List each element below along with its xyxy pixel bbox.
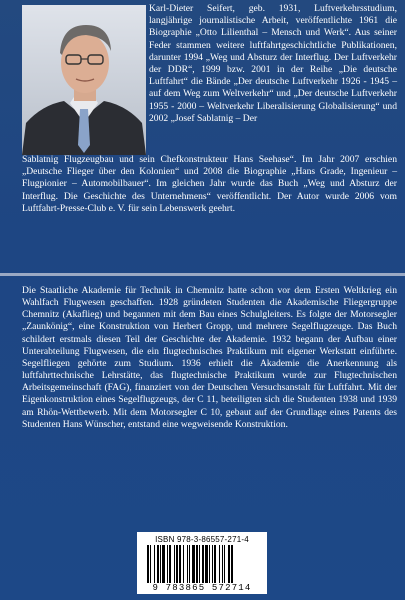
author-bio-top: Karl-Dieter Seifert, geb. 1931, Luftverkehrsstudium, langjährige journalistische Arbeit, veröffentlichte 1961 die Biographie „Otto Lilienthal – Mensch und Werk“. Aus seiner Feder stammen weitere luftfahrtgeschichtliche Publikationen, darunter 1994 „Weg und Absturz der Interflug. Der Luftverkehr der DDR“, 1999 bzw. 2001 in der Reihe „Die deutsche Luftfahrt“ die Bände „Der deutsche Luftverkehr 1926 - 1945 – auf dem Weg zum Weltverkehr“ und „Der deutsche Luftverkehr 1955 - 2000 – Weltverkehr Liberalisierung Globalisierung“ und 2002 „Josef Sablatnig – Der (149, 3, 397, 124)
book-description: Die Staatliche Akademie für Technik in Chemnitz hatte schon vor dem Ersten Weltkrieg ein Wahlfach Flugwesen geschaffen. 1928 gründeten Studenten die Akademische Fliegergruppe Chemnitz (Akaflieg) und begannen mit dem Bau eines Schulgleiters. Es folgte der Motorsegler „Zaunkönig“, eine Konstruktion von Herbert Gropp, und mehrere Segelflugzeuge. Das Buch schildert erstmals diesen Teil der Geschichte der Akademie. 1932 begann der Aufbau einer Unterabteilung Flugwesen, die ein flugtechnisches Praktikum mit eigener Werkstatt einführte. Segelfliegen gehörte zum Studium. 1936 erhielt die Akademie die Anerkennung als luftfahrttechnische Lehrstätte, das flugtechnische Praktikum wurde zur Flugtechnischen Arbeitsgemeinschaft (FAG), finanziert von der Deutschen Versuchsanstalt für Luftfahrt. Mit der Eigenkonstruktion eines Segelflugzeugs, der C 11, beteiligten sich die Studenten 1938 und 1939 am Rhön-Wettbewerb. Mit dem Motorsegler C 10, gebaut auf der Grundlage eines Patents des Studenten Hans Wünscher, entstand eine wegweisende Konstruktion. (22, 285, 397, 430)
section-divider (0, 273, 405, 276)
author-bio-bottom: Sablatnig Flugzeugbau und sein Chefkonstrukteur Hans Seehase“. Im Jahr 2007 erschien „Deutsche Flieger über den Kolonien“ und 2008 die Biographie „Hans Grade, Ingenieur – Flugpionier – Automobilbauer“. Im gleichen Jahr wurde das Buch „Weg und Absturz der Interflug. Die Geschichte des Unternehmens“ veröffentlicht. Der Autor wurde 2006 vom Luftfahrt-Presse-Club e. V. für sein Lebenswerk geehrt. (22, 154, 397, 214)
barcode-bars (147, 545, 257, 583)
ean-digits: 9 783865 572714 (152, 583, 252, 593)
isbn-barcode (137, 532, 267, 594)
author-photo (22, 5, 146, 155)
isbn-label: ISBN 978-3-86557-271-4 (155, 535, 249, 544)
